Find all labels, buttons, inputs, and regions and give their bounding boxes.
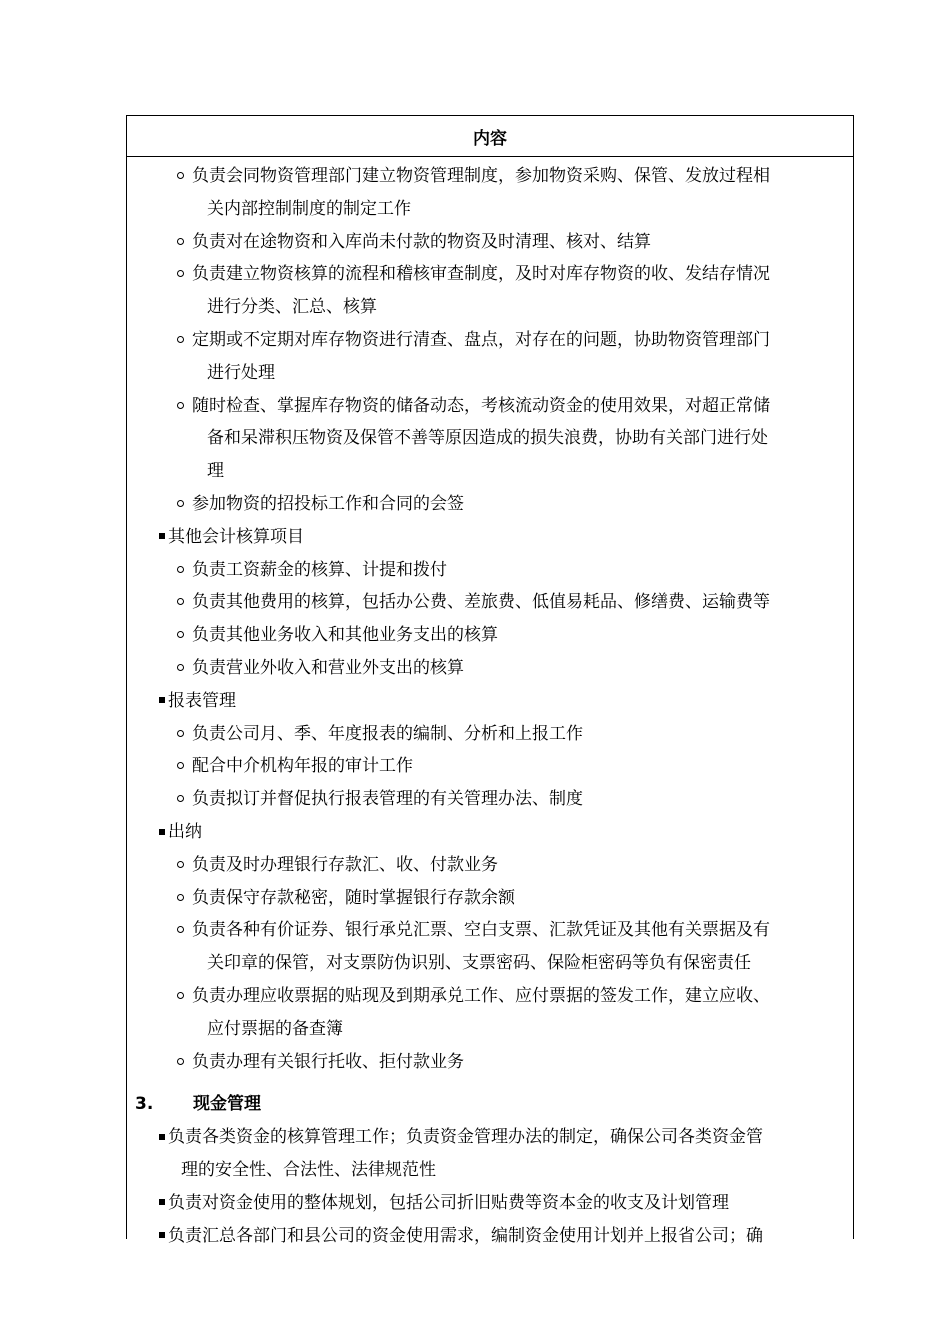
header-title: 内容 — [473, 128, 507, 149]
circle-bullet-icon — [177, 1058, 184, 1065]
list-item-text: 负责会同物资管理部门建立物资管理制度，参加物资采购、保管、发放过程相 — [192, 166, 770, 186]
circle-bullet-icon — [177, 238, 184, 245]
list-item-line — [177, 330, 770, 350]
list-item-text: 负责保守存款秘密，随时掌握银行存款余额 — [192, 887, 515, 908]
circle-bullet-icon — [177, 795, 184, 802]
list-item-line — [207, 428, 768, 448]
list-item-text: 负责各类资金的核算管理工作；负责资金管理办法的制定，确保公司各类资金管 — [168, 1127, 763, 1148]
list-item-line — [177, 264, 770, 284]
content-table — [126, 115, 854, 1246]
list-item-text: 负责公司月、季、年度报表的编制、分析和上报工作 — [192, 723, 583, 744]
list-item-text: 备和呆滞积压物资及保管不善等原因造成的损失浪费，协助有关部门进行处 — [207, 428, 768, 449]
list-item-text: 关印章的保管，对支票防伪识别、支票密码、保险柜密码等负有保密责任 — [207, 953, 751, 974]
list-item-text: 负责对在途物资和入库尚未付款的物资及时清理、核对、结算 — [192, 231, 651, 252]
list-item-text: 理的安全性、合法性、法律规范性 — [181, 1160, 436, 1180]
list-item-text: 负责对资金使用的整体规划，包括公司折旧贴费等资本金的收支及计划管理 — [168, 1192, 729, 1213]
circle-bullet-icon — [177, 992, 184, 999]
list-item-text: 应付票据的备查簿 — [207, 1018, 343, 1039]
list-item-line — [177, 494, 464, 514]
square-bullet-icon — [159, 829, 165, 835]
section-number: 3. — [135, 1094, 154, 1115]
list-item-text: 报表管理 — [168, 690, 236, 711]
list-item-line — [177, 724, 583, 744]
circle-bullet-icon — [177, 500, 184, 507]
list-item-line — [207, 1019, 343, 1039]
list-item-line — [159, 527, 304, 547]
circle-bullet-icon — [177, 894, 184, 901]
list-item-text: 理 — [207, 461, 224, 482]
circle-bullet-icon — [177, 664, 184, 671]
square-bullet-icon — [159, 1232, 165, 1238]
list-item-text: 关内部控制制度的制定工作 — [207, 198, 411, 219]
list-item-text: 负责各种有价证券、银行承兑汇票、空白支票、汇款凭证及其他有关票据及有 — [192, 920, 770, 941]
circle-bullet-icon — [177, 172, 184, 179]
list-item-text: 负责及时办理银行存款汇、收、付款业务 — [192, 854, 498, 875]
circle-bullet-icon — [177, 598, 184, 605]
square-bullet-icon — [159, 1134, 165, 1140]
circle-bullet-icon — [177, 631, 184, 638]
list-item-text: 负责其他业务收入和其他业务支出的核算 — [192, 625, 498, 646]
circle-bullet-icon — [177, 926, 184, 933]
list-item-line — [207, 199, 411, 219]
list-item-line — [159, 691, 236, 711]
list-item-line — [181, 1160, 436, 1180]
list-item-text: 负责工资薪金的核算、计提和拨付 — [192, 559, 447, 580]
list-item-line — [177, 1052, 464, 1072]
list-item-line — [177, 658, 464, 678]
table-header — [127, 116, 853, 157]
circle-bullet-icon — [177, 566, 184, 573]
list-item-line — [177, 396, 770, 416]
list-item-text: 配合中介机构年报的审计工作 — [192, 756, 413, 777]
list-item-line — [177, 166, 770, 186]
list-item-text: 进行分类、汇总、核算 — [207, 297, 377, 318]
circle-bullet-icon — [177, 762, 184, 769]
square-bullet-icon — [159, 697, 165, 703]
circle-bullet-icon — [177, 402, 184, 409]
list-item-line — [207, 297, 377, 317]
list-item-line — [207, 461, 224, 481]
square-bullet-icon — [159, 533, 165, 539]
list-item-line — [159, 822, 202, 842]
list-item-text: 负责建立物资核算的流程和稽核审查制度，及时对库存物资的收、发结存情况 — [192, 264, 770, 285]
list-item-line — [177, 789, 583, 809]
list-item-line — [159, 1127, 763, 1147]
list-item-text: 负责办理有关银行托收、拒付款业务 — [192, 1051, 464, 1072]
circle-bullet-icon — [177, 861, 184, 868]
list-item-text: 定期或不定期对库存物资进行清查、盘点，对存在的问题，协助物资管理部门 — [192, 330, 770, 350]
list-item-line — [159, 1193, 729, 1213]
section-title: 现金管理 — [193, 1094, 261, 1115]
list-item-line — [177, 560, 447, 580]
list-item-text: 出纳 — [168, 822, 202, 842]
list-item-line — [177, 920, 770, 940]
list-item-line — [177, 756, 413, 776]
circle-bullet-icon — [177, 730, 184, 737]
square-bullet-icon — [159, 1199, 165, 1205]
list-item-line — [177, 855, 498, 875]
list-item-line — [177, 232, 651, 252]
list-item-text: 负责办理应收票据的贴现及到期承兑工作、应付票据的签发工作，建立应收、 — [192, 986, 770, 1006]
list-item-text: 进行处理 — [207, 362, 275, 383]
list-item-line — [207, 363, 275, 383]
list-item-line — [177, 888, 515, 908]
list-item-text: 负责其他费用的核算，包括办公费、差旅费、低值易耗品、修缮费、运输费等 — [192, 592, 770, 613]
list-item-text: 负责拟订并督促执行报表管理的有关管理办法、制度 — [192, 789, 583, 810]
list-item-line — [159, 1226, 763, 1246]
list-item-text: 参加物资的招投标工作和合同的会签 — [192, 494, 464, 514]
list-item-text: 其他会计核算项目 — [168, 526, 304, 547]
list-item-text: 负责营业外收入和营业外支出的核算 — [192, 658, 464, 678]
list-item-line — [177, 592, 770, 612]
list-item-line — [177, 625, 498, 645]
circle-bullet-icon — [177, 336, 184, 343]
list-item-line — [207, 953, 751, 973]
list-item-text: 随时检查、掌握库存物资的储备动态，考核流动资金的使用效果，对超正常储 — [192, 395, 770, 416]
list-item-text: 负责汇总各部门和县公司的资金使用需求，编制资金使用计划并上报省公司；确 — [168, 1225, 763, 1246]
list-item-line — [177, 986, 770, 1006]
section-heading — [135, 1094, 261, 1114]
circle-bullet-icon — [177, 270, 184, 277]
